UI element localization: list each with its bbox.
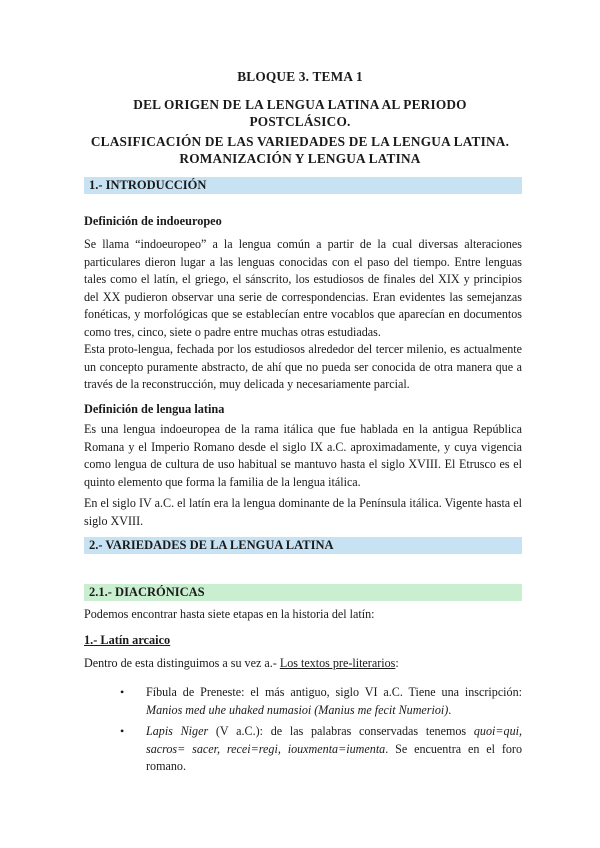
fibula-period: . xyxy=(448,702,452,717)
lapis-niger-location: . Se encuentra en el foro romano. xyxy=(146,741,522,774)
paragraph-indoeuropeo-1: Se llama “indoeuropeo” a la lengua común a partir de la cual diversas alteraciones particulares dieron lugar a las lenguas conocidas con el paso del tiempo. Entre lenguas tales como el latín, el griego, el sánscrito, los estudiosos de finales del XIX y principios del XX pudieron observar una serie de correspondencias. Eran evidentes las semejanzas fonéticas, y morfológicas que se establecían entre vocablos que aparecían en documentos como tres, cinco, siete o padre entre muchas otras estudiadas. xyxy=(84,237,522,339)
lapis-niger-words: quoi=qui, sacros= sacer, recei=regi, iouxmenta=iumenta xyxy=(146,724,522,756)
paragraph-lengua-latina-1: Es una lengua indoeuropea de la rama itálica que fue hablada en la antigua República Romana y el Imperio Romano desde el siglo IX a.C. aproximadamente, y cuya vigencia como lengua de cultura de uso habitual se mantuvo hasta el siglo XVIII. El Etrusco es el quinto elemento que forma la familia de la lengua itálica. xyxy=(84,422,522,489)
fibula-text: Fíbula de Preneste: el más antiguo, siglo VI a.C. Tiene una inscripción: xyxy=(146,685,522,699)
lapis-niger-name: Lapis Niger xyxy=(146,724,209,738)
bullet-fibula-preneste xyxy=(146,684,522,719)
section-heading-variedades: 2.- VARIEDADES DE LA LENGUA LATINA xyxy=(84,537,522,554)
textos-colon: : xyxy=(395,656,399,670)
textos-preliterarios-link-text: Los textos pre-literarios xyxy=(279,656,396,670)
subheading-lengua-latina: Definición de lengua latina xyxy=(84,402,225,416)
fibula-inscription: Manios med uhe uhaked numasioi (Manius me fecit Numerioi) xyxy=(146,702,449,717)
title-line-2: POSTCLÁSICO. xyxy=(249,114,351,129)
paragraph-indoeuropeo-2: Esta proto-lengua, fechada por los estudiosos alrededor del tercer milenio, es actualmente un concepto puramente abstracto, de ahí que no pueda ser conocida de otra manera que a través de la reconstrucción, muy delicada y necesariamente parcial. xyxy=(84,342,522,392)
bullet-lapis-niger xyxy=(146,723,522,776)
title-line-1: DEL ORIGEN DE LA LENGUA LATINA AL PERIODO xyxy=(133,97,467,112)
section-heading-introduccion: 1.- INTRODUCCIÓN xyxy=(84,177,522,194)
title-line-3: CLASIFICACIÓN DE LAS VARIEDADES DE LA LENGUA LATINA. xyxy=(90,134,510,149)
stage-heading-latin-arcaico: 1.- Latín arcaico xyxy=(84,633,171,647)
paragraph-textos-preliterarios xyxy=(84,655,522,673)
textos-intro-text: Dentro de esta distinguimos a su vez a.- xyxy=(84,656,280,670)
paragraph-lengua-latina-2: En el siglo IV a.C. el latín era la lengua dominante de la Península itálica. Vigente hasta el siglo XVIII. xyxy=(84,496,522,528)
subheading-indoeuropeo: Definición de indoeuropeo xyxy=(84,214,222,228)
block-label: BLOQUE 3. TEMA 1 xyxy=(237,69,363,84)
lapis-niger-text: (V a.C.): de las palabras conservadas tenemos xyxy=(208,724,474,738)
paragraph-etapas: Podemos encontrar hasta siete etapas en la historia del latín: xyxy=(84,607,375,621)
subsection-heading-diacronicas: 2.1.- DIACRÓNICAS xyxy=(84,584,522,601)
title-line-4: ROMANIZACIÓN Y LENGUA LATINA xyxy=(179,151,421,166)
bullet-dot-2: • xyxy=(120,724,125,738)
bullet-dot-1: • xyxy=(120,685,125,699)
